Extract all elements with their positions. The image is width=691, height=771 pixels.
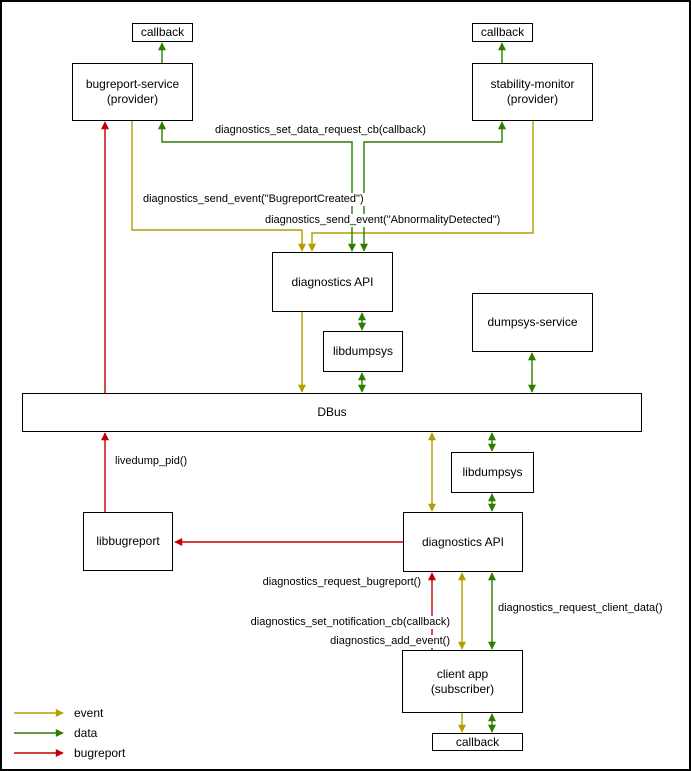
node-bugreport-service: [72, 63, 193, 121]
node-libdumpsys-provider-label: libdumpsys: [332, 344, 394, 358]
edge-label-request-client-data: diagnostics_request_client_data(): [498, 602, 663, 614]
node-stability-monitor-sublabel: (provider): [506, 92, 559, 106]
legend-item-event-label: event: [74, 706, 104, 720]
edge-event-bugreport-service-to-diagnostics-api: [132, 121, 302, 251]
node-libdumpsys-client-label: libdumpsys: [462, 465, 523, 479]
node-client-app: [402, 650, 523, 713]
node-libbugreport: [83, 512, 173, 571]
legend-item-data-label: data: [74, 726, 98, 740]
node-client-app-label: client app: [436, 666, 489, 681]
node-libbugreport-label: libbugreport: [96, 534, 160, 548]
node-libdumpsys-client: [451, 452, 534, 493]
node-callback-provider-left-label: callback: [140, 25, 185, 39]
edge-data-stability-monitor-to-diagnostics-api: [364, 122, 502, 251]
node-callback-client: [432, 733, 523, 751]
node-bugreport-service-label: bugreport-service: [85, 77, 180, 91]
edge-label-livedump-pid: livedump_pid(): [115, 455, 188, 467]
node-stability-monitor: [472, 63, 593, 121]
legend-item-bugreport-label: bugreport: [74, 746, 126, 760]
edge-label-add-event: diagnostics_add_event(): [330, 635, 450, 647]
node-callback-client-label: callback: [455, 734, 500, 749]
edge-data-bugreport-service-to-diagnostics-api: [162, 122, 352, 251]
node-stability-monitor-label: stability-monitor: [490, 77, 575, 91]
edge-label-request-bugreport: diagnostics_request_bugreport(): [262, 576, 421, 588]
node-dbus-label: DBus: [317, 405, 347, 419]
node-diagnostics-api-provider: [272, 252, 393, 312]
node-diagnostics-api-client-label: diagnostics API: [421, 534, 505, 549]
edge-event-stability-monitor-to-diagnostics-api: [312, 121, 533, 251]
node-callback-provider-right: [472, 23, 533, 42]
edge-label-send-event-bugreport-created: diagnostics_send_event("BugreportCreated"): [143, 193, 364, 205]
node-callback-provider-left: [132, 23, 193, 42]
node-callback-provider-right-label: callback: [480, 25, 525, 39]
node-dumpsys-service: [472, 293, 593, 352]
node-libdumpsys-provider: [323, 331, 403, 372]
edge-label-set-data-request-cb: diagnostics_set_data_request_cb(callback): [215, 124, 426, 136]
edge-label-set-notification-cb: diagnostics_set_notification_cb(callback): [250, 616, 450, 628]
node-dbus: [22, 393, 642, 432]
node-dumpsys-service-label: dumpsys-service: [487, 315, 578, 329]
node-diagnostics-api-client: [403, 512, 523, 572]
node-bugreport-service-sublabel: (provider): [106, 92, 159, 106]
edge-label-send-event-abnormality-detected: diagnostics_send_event("AbnormalityDetected"): [265, 214, 501, 226]
node-diagnostics-api-provider-label: diagnostics API: [291, 274, 374, 289]
node-client-app-sublabel: (subscriber): [430, 681, 495, 696]
